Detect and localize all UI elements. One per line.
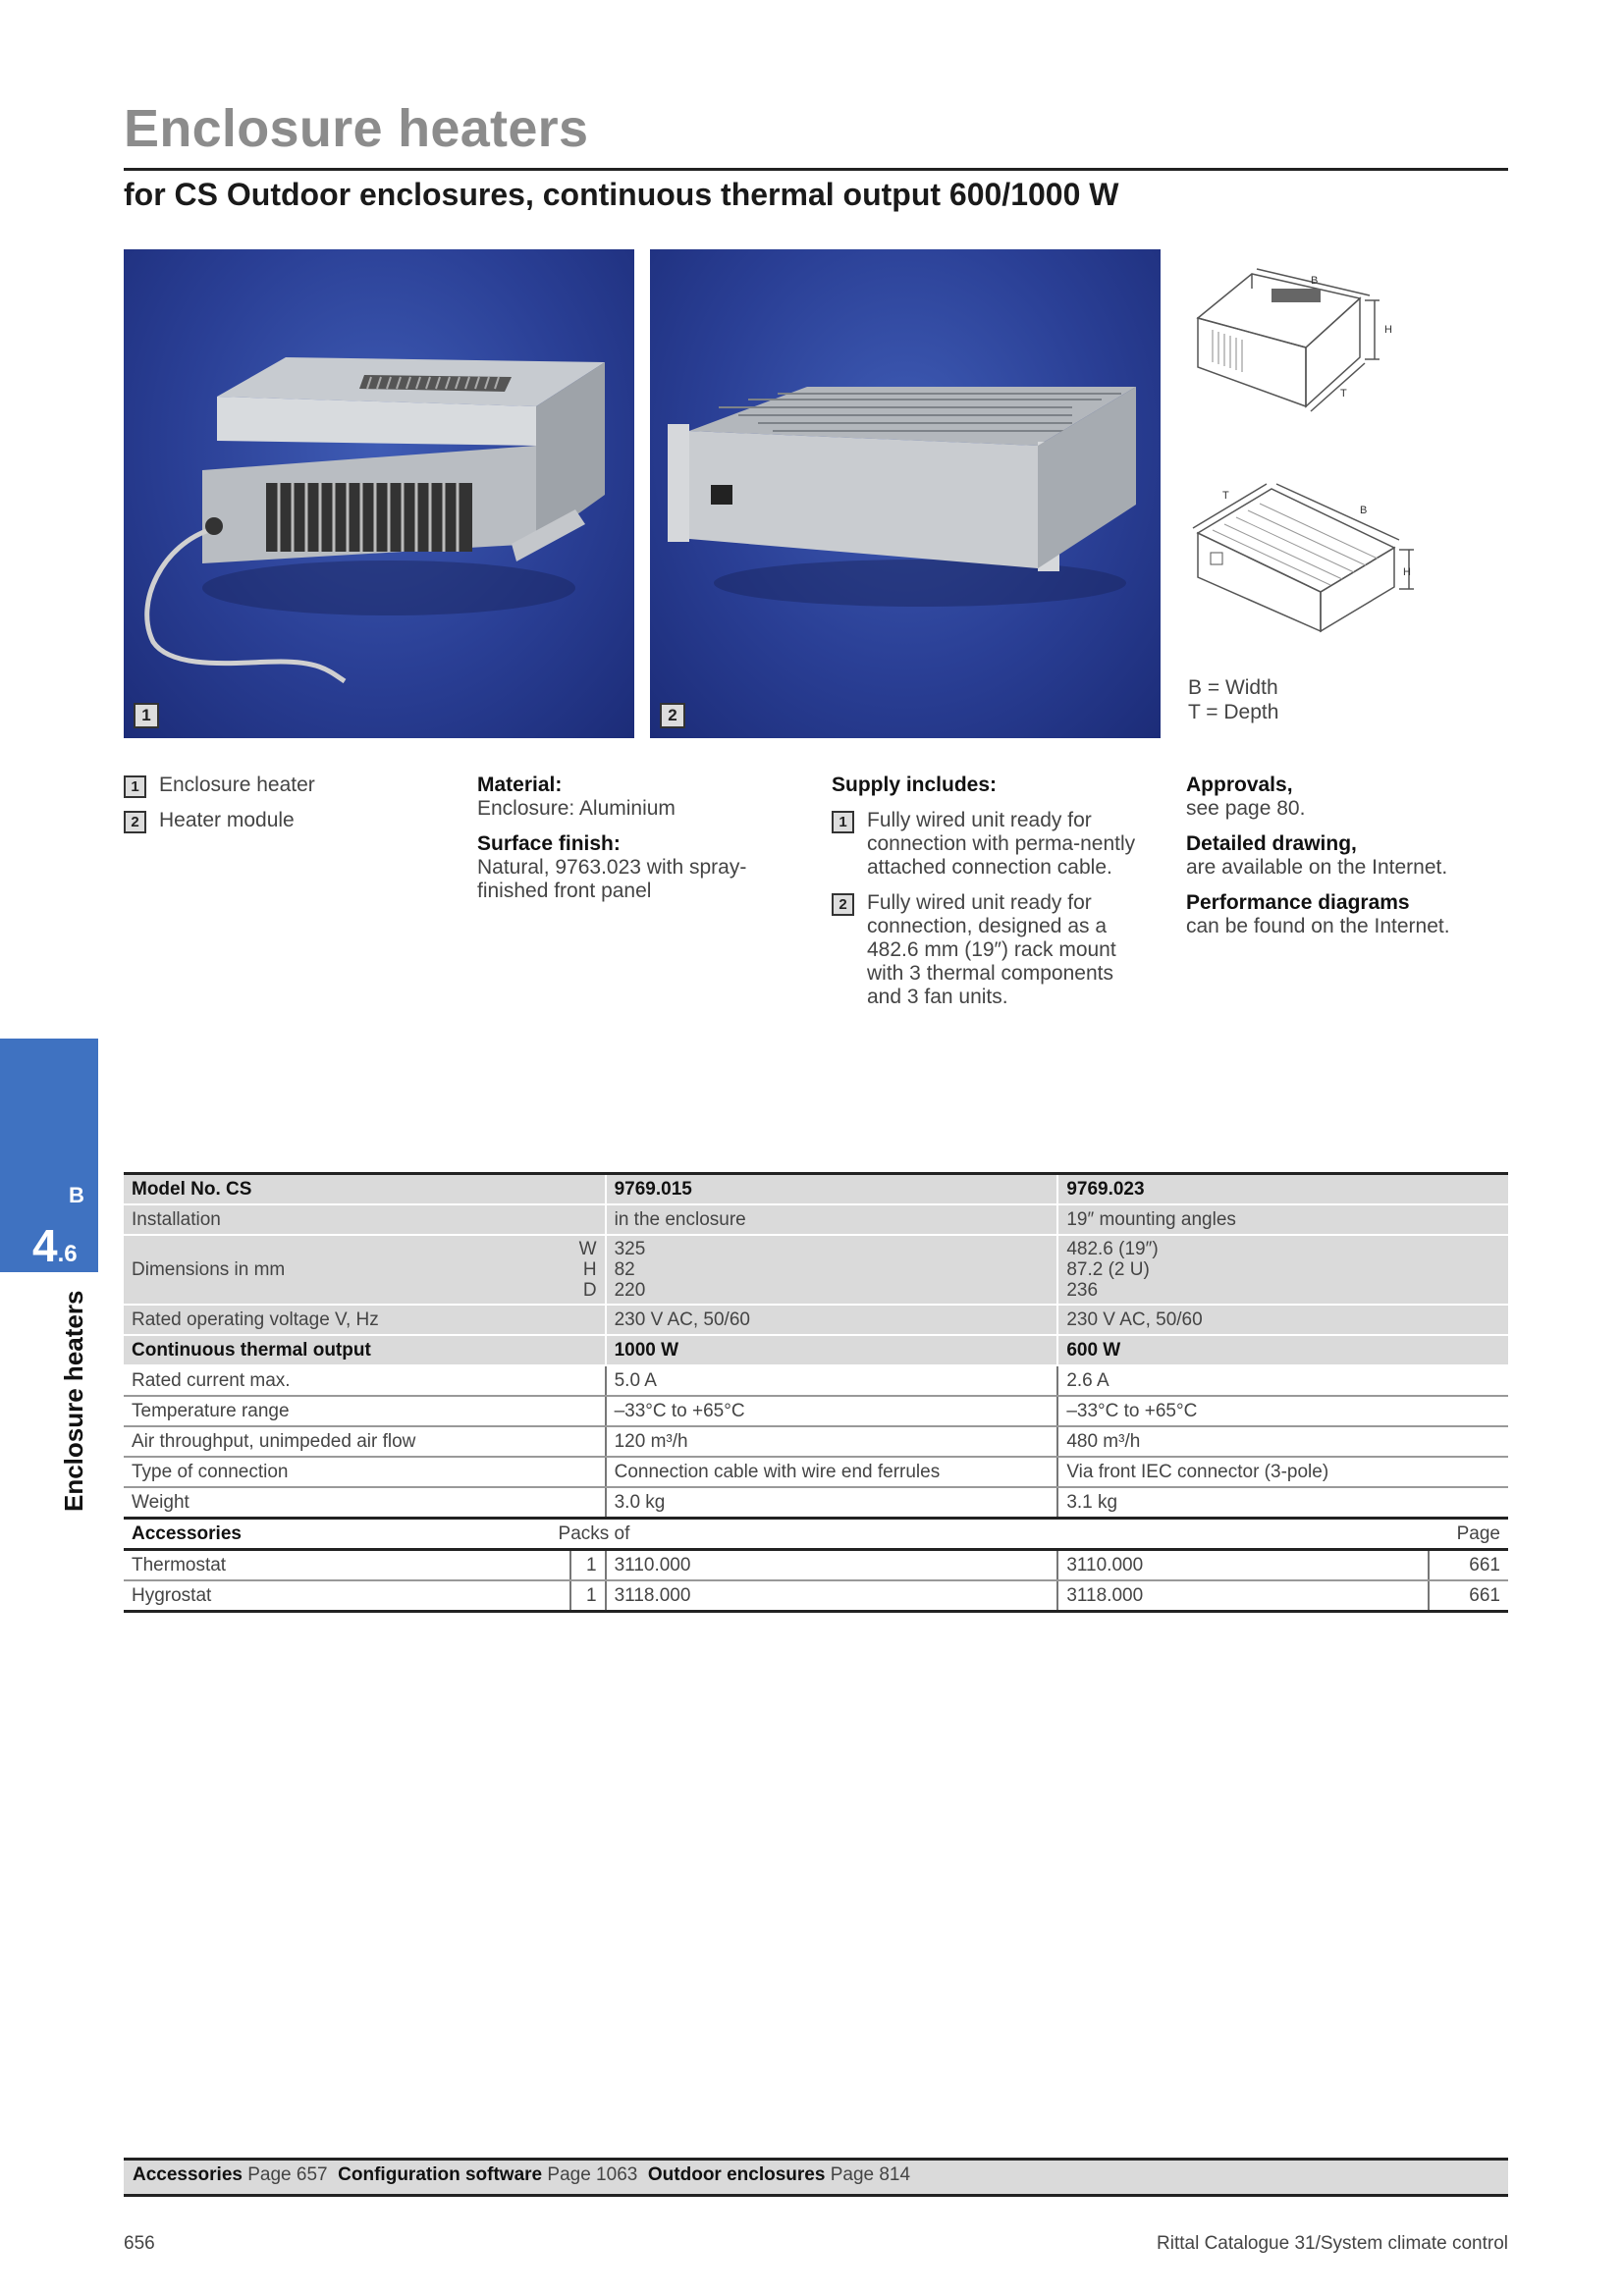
dimension-values-2 bbox=[1057, 1235, 1508, 1305]
row-label: Air throughput, unimpeded air flow bbox=[124, 1426, 606, 1457]
footer-link-accessories[interactable]: Accessories bbox=[133, 2164, 243, 2185]
heater-module-dimension-drawing bbox=[1183, 469, 1419, 646]
table-row bbox=[124, 1335, 1508, 1365]
chapter-number-sub: .6 bbox=[57, 1241, 78, 1267]
material-text: Enclosure: Aluminium bbox=[477, 797, 676, 820]
supply-item bbox=[832, 891, 1152, 1009]
material-heading: Material: bbox=[477, 774, 563, 796]
catalog-name: Rittal Catalogue 31/System climate control bbox=[1157, 2233, 1508, 2254]
dimension-legend bbox=[1188, 675, 1278, 724]
row-value-2: 480 m³/h bbox=[1057, 1426, 1508, 1457]
row-value-1: Connection cable with wire end ferrules bbox=[606, 1457, 1058, 1487]
supply-item-text: Fully wired unit ready for connection with perma-nently attached connection cable. bbox=[867, 809, 1136, 879]
surface-finish-heading: Surface finish: bbox=[477, 832, 621, 855]
photo-number-1: 1 bbox=[134, 703, 159, 728]
dimension-label-t-2: T bbox=[1222, 490, 1229, 502]
dimension-values-1 bbox=[606, 1235, 1058, 1305]
dimension-value: 325 bbox=[614, 1239, 646, 1259]
dimension-label-h: H bbox=[1384, 324, 1392, 336]
model-2: 9769.023 bbox=[1057, 1174, 1508, 1205]
heater-module-photo bbox=[650, 249, 1161, 738]
caption-item bbox=[124, 809, 448, 832]
material-info bbox=[477, 774, 801, 915]
footer-link-outdoor-enclosures[interactable]: Outdoor enclosures bbox=[647, 2164, 826, 2185]
row-value-2: 2.6 A bbox=[1057, 1365, 1508, 1396]
packs-label: Packs of bbox=[558, 1522, 630, 1544]
footer-link-outdoor-enclosures-page[interactable]: Page 814 bbox=[830, 2164, 911, 2185]
model-label: Model No. CS bbox=[124, 1174, 606, 1205]
row-label: Rated operating voltage V, Hz bbox=[124, 1305, 606, 1335]
accessory-page: 661 bbox=[1429, 1580, 1508, 1612]
performance-diagrams-heading: Performance diagrams bbox=[1186, 891, 1410, 914]
row-value-2: 19″ mounting angles bbox=[1057, 1204, 1508, 1235]
performance-diagrams-text: can be found on the Internet. bbox=[1186, 915, 1450, 937]
accessory-row bbox=[124, 1550, 1508, 1581]
supply-item bbox=[832, 809, 1152, 880]
accessory-name: Hygrostat bbox=[124, 1580, 570, 1612]
detailed-drawing-heading: Detailed drawing, bbox=[1186, 832, 1357, 855]
page-label: Page bbox=[1429, 1519, 1508, 1550]
row-value-2: 3.1 kg bbox=[1057, 1487, 1508, 1519]
row-value-1: 5.0 A bbox=[606, 1365, 1058, 1396]
row-value-1: 1000 W bbox=[606, 1335, 1058, 1365]
accessory-row bbox=[124, 1580, 1508, 1612]
supply-item-text: Fully wired unit ready for connection, designed as a 482.6 mm (19″) rack mount with 3 thermal components and 3 fan units. bbox=[867, 891, 1116, 1008]
row-value-1: 3.0 kg bbox=[606, 1487, 1058, 1519]
row-value-1: 230 V AC, 50/60 bbox=[606, 1305, 1058, 1335]
dimension-drawing-2 bbox=[1183, 469, 1419, 646]
accessory-model-1: 3118.000 bbox=[606, 1580, 1058, 1612]
row-label: Temperature range bbox=[124, 1396, 606, 1426]
page-title: Enclosure heaters bbox=[124, 99, 589, 158]
accessories-label: Accessories bbox=[124, 1519, 570, 1550]
table-row-dimensions bbox=[124, 1235, 1508, 1305]
supply-item-number: 2 bbox=[832, 893, 854, 916]
row-label: Installation bbox=[124, 1204, 606, 1235]
photo-number-2: 2 bbox=[660, 703, 685, 728]
chapter-number bbox=[32, 1219, 78, 1272]
accessory-packs: 1 bbox=[570, 1550, 606, 1581]
caption-item bbox=[124, 774, 448, 797]
table-row bbox=[124, 1365, 1508, 1396]
dimension-key: W bbox=[578, 1239, 597, 1259]
accessory-model-2: 3118.000 bbox=[1057, 1580, 1429, 1612]
row-label: Type of connection bbox=[124, 1457, 606, 1487]
row-label: Weight bbox=[124, 1487, 606, 1519]
accessory-page: 661 bbox=[1429, 1550, 1508, 1581]
dimension-value: 87.2 (2 U) bbox=[1066, 1259, 1150, 1280]
row-value-1: in the enclosure bbox=[606, 1204, 1058, 1235]
caption-number: 1 bbox=[124, 775, 146, 798]
specification-table bbox=[124, 1172, 1508, 1613]
enclosure-heater-illustration bbox=[124, 249, 634, 738]
caption-text: Enclosure heater bbox=[159, 774, 315, 796]
dimension-label-h-2: H bbox=[1403, 566, 1411, 578]
model-1: 9769.015 bbox=[606, 1174, 1058, 1205]
supply-item-number: 1 bbox=[832, 811, 854, 833]
dimension-key: H bbox=[582, 1259, 597, 1280]
row-value-2: 230 V AC, 50/60 bbox=[1057, 1305, 1508, 1335]
enclosure-heater-dimension-drawing bbox=[1183, 259, 1419, 436]
row-value-1: 120 m³/h bbox=[606, 1426, 1058, 1457]
heater-module-illustration bbox=[650, 249, 1161, 738]
approvals-text: see page 80. bbox=[1186, 797, 1306, 820]
accessory-model-1: 3110.000 bbox=[606, 1550, 1058, 1581]
footer-link-configuration-software[interactable]: Configuration software bbox=[338, 2164, 543, 2185]
dimension-label-b: B bbox=[1311, 275, 1319, 287]
legend-depth: T = Depth bbox=[1188, 701, 1279, 723]
dimension-value: 482.6 (19″) bbox=[1066, 1239, 1159, 1259]
photo-captions bbox=[124, 774, 448, 844]
chapter-letter: B bbox=[69, 1183, 84, 1207]
footer-link-configuration-software-page[interactable]: Page 1063 bbox=[547, 2164, 638, 2185]
caption-text: Heater module bbox=[159, 809, 295, 831]
chapter-number-main: 4 bbox=[32, 1220, 58, 1271]
dimension-value: 82 bbox=[614, 1259, 635, 1280]
row-value-2: 600 W bbox=[1057, 1335, 1508, 1365]
title-rule bbox=[124, 168, 1508, 171]
accessory-model-2: 3110.000 bbox=[1057, 1550, 1429, 1581]
accessory-packs: 1 bbox=[570, 1580, 606, 1612]
page-number: 656 bbox=[124, 2233, 155, 2254]
table-row bbox=[124, 1426, 1508, 1457]
footer-link-accessories-page[interactable]: Page 657 bbox=[247, 2164, 328, 2185]
table-row bbox=[124, 1457, 1508, 1487]
row-value-1: –33°C to +65°C bbox=[606, 1396, 1058, 1426]
surface-finish-text: Natural, 9763.023 with spray-finished front panel bbox=[477, 856, 747, 902]
supply-heading: Supply includes: bbox=[832, 774, 998, 796]
table-row bbox=[124, 1305, 1508, 1335]
table-row bbox=[124, 1487, 1508, 1519]
dimension-key: D bbox=[582, 1280, 597, 1301]
legend-width: B = Width bbox=[1188, 676, 1278, 699]
dimension-drawing-1 bbox=[1183, 259, 1419, 436]
row-value-2: –33°C to +65°C bbox=[1057, 1396, 1508, 1426]
table-header-row bbox=[124, 1174, 1508, 1205]
dimension-label-b-2: B bbox=[1360, 505, 1368, 516]
accessory-name: Thermostat bbox=[124, 1550, 570, 1581]
dimension-keys bbox=[570, 1235, 606, 1305]
detailed-drawing-text: are available on the Internet. bbox=[1186, 856, 1448, 879]
chapter-label: Enclosure heaters bbox=[59, 1290, 88, 1512]
supply-info bbox=[832, 774, 1156, 1021]
enclosure-heater-photo bbox=[124, 249, 634, 738]
approvals-heading: Approvals, bbox=[1186, 774, 1293, 796]
page-subtitle: for CS Outdoor enclosures, continuous thermal output 600/1000 W bbox=[124, 177, 1119, 212]
table-row bbox=[124, 1396, 1508, 1426]
dimension-value: 236 bbox=[1066, 1280, 1099, 1301]
dimension-label-t: T bbox=[1340, 388, 1347, 400]
dimension-value: 220 bbox=[614, 1280, 646, 1301]
packs-label-cell bbox=[558, 1519, 1430, 1550]
row-value-2: Via front IEC connector (3-pole) bbox=[1057, 1457, 1508, 1487]
additional-info bbox=[1186, 774, 1510, 950]
row-label: Continuous thermal output bbox=[124, 1335, 606, 1365]
row-label: Rated current max. bbox=[124, 1365, 606, 1396]
accessories-header-row bbox=[124, 1519, 1508, 1550]
table-row bbox=[124, 1204, 1508, 1235]
caption-number: 2 bbox=[124, 811, 146, 833]
footer-links bbox=[133, 2164, 910, 2186]
row-label: Dimensions in mm bbox=[124, 1235, 570, 1305]
